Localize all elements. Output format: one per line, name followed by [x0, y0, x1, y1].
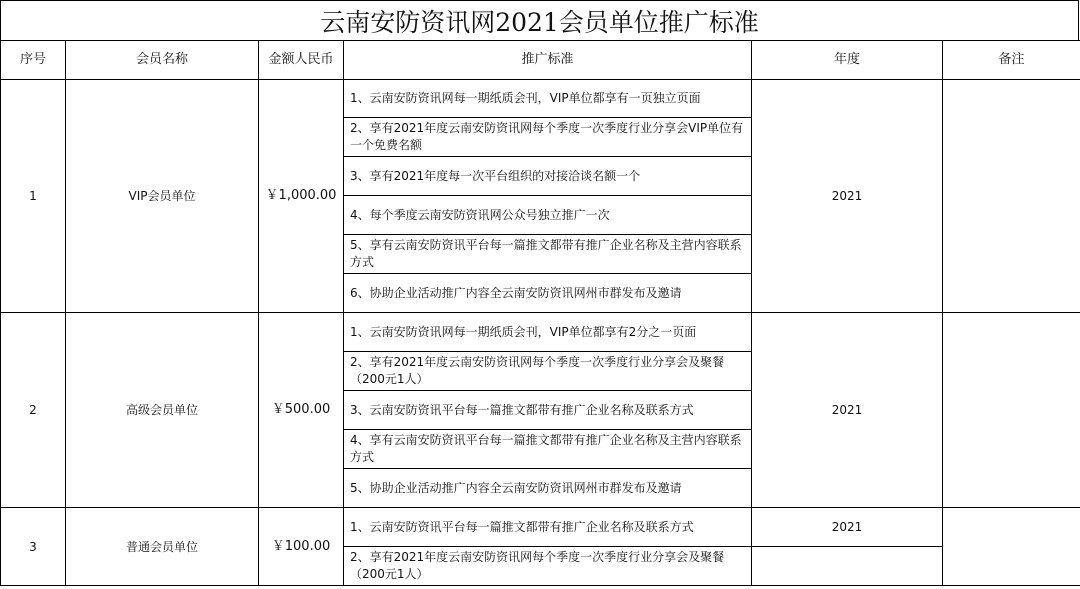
standard-item: 2、享有2021年度云南安防资讯网每个季度一次季度行业分享会及聚餐（200元1人） [344, 352, 752, 391]
standard-item: 6、协助企业活动推广内容全云南安防资讯网州市群发布及邀请 [344, 274, 752, 313]
member-amount: ￥100.00 [259, 508, 344, 586]
header-name: 会员名称 [66, 41, 259, 80]
header-row [1, 41, 1080, 80]
empty-year-cell [752, 547, 943, 586]
member-name: VIP会员单位 [66, 80, 259, 313]
member-amount: ￥500.00 [259, 313, 344, 508]
standard-item: 5、协助企业活动推广内容全云南安防资讯网州市群发布及邀请 [344, 469, 752, 508]
standard-item: 1、云南安防资讯平台每一篇推文都带有推广企业名称及联系方式 [344, 508, 752, 547]
member-standard-table [0, 40, 1080, 586]
member-amount: ￥1,000.00 [259, 80, 344, 313]
member-year: 2021 [752, 508, 943, 547]
member-remark [943, 313, 1080, 508]
standard-item: 1、云南安防资讯网每一期纸质会刊，VIP单位都享有一页独立页面 [344, 80, 752, 118]
table-row [1, 508, 1080, 547]
header-standard: 推广标准 [344, 41, 752, 80]
standard-item: 1、云南安防资讯网每一期纸质会刊，VIP单位都享有2分之一页面 [344, 313, 752, 352]
member-name: 普通会员单位 [66, 508, 259, 586]
row-index: 1 [1, 80, 66, 313]
member-year: 2021 [752, 313, 943, 508]
member-name: 高级会员单位 [66, 313, 259, 508]
standard-item: 5、享有云南安防资讯平台每一篇推文都带有推广企业名称及主营内容联系方式 [344, 235, 752, 274]
standard-item: 3、云南安防资讯平台每一篇推文都带有推广企业名称及联系方式 [344, 391, 752, 430]
table-row [1, 313, 1080, 352]
row-index: 3 [1, 508, 66, 586]
table-row [1, 80, 1080, 118]
header-index: 序号 [1, 41, 66, 80]
row-index: 2 [1, 313, 66, 508]
header-remark: 备注 [943, 41, 1080, 80]
header-year: 年度 [752, 41, 943, 80]
standard-item: 3、享有2021年度每一次平台组织的对接洽谈名额一个 [344, 157, 752, 196]
standard-item: 4、享有云南安防资讯平台每一篇推文都带有推广企业名称及主营内容联系方式 [344, 430, 752, 469]
sheet-title: 云南安防资讯网2021会员单位推广标准 [0, 0, 1079, 40]
header-amount: 金额人民币 [259, 41, 344, 80]
standard-item: 2、享有2021年度云南安防资讯网每个季度一次季度行业分享会VIP单位有一个免费名额 [344, 118, 752, 157]
member-year: 2021 [752, 80, 943, 313]
member-remark [943, 80, 1080, 313]
member-remark [943, 508, 1080, 586]
standard-item: 2、享有2021年度云南安防资讯网每个季度一次季度行业分享会及聚餐（200元1人） [344, 547, 752, 586]
standard-item: 4、每个季度云南安防资讯网公众号独立推广一次 [344, 196, 752, 235]
